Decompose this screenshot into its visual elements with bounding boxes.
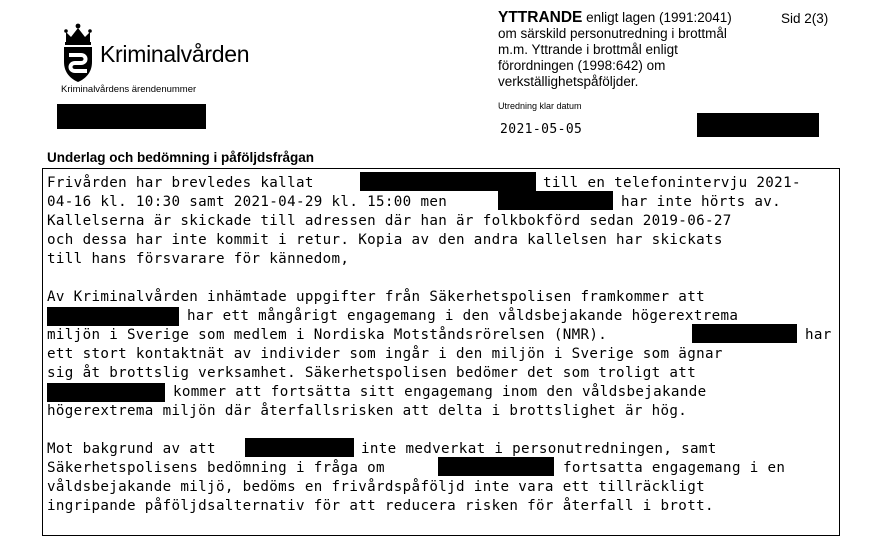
shield-icon <box>64 47 92 82</box>
crown-icon <box>64 24 92 45</box>
case-number-label: Kriminalvårdens ärendenummer <box>61 84 197 95</box>
text-line: högerextrema miljön där återfallsrisken att delta i brottslighet är hög. <box>47 403 688 419</box>
redacted-name <box>47 383 165 402</box>
document-description-line: verkställighetspåföljder. <box>498 74 639 89</box>
section-heading: Underlag och bedömning i påföljdsfrågan <box>47 150 315 165</box>
text-line: fortsatta engagemang i en <box>563 460 786 476</box>
redacted-name <box>498 191 613 210</box>
text-line: 04-16 kl. 10:30 samt 2021-04-29 kl. 15:00 men <box>47 194 448 210</box>
document-type-law: enligt lagen (1991:2041) <box>582 10 732 25</box>
redacted-name <box>438 457 554 476</box>
text-line: Kallelserna är skickade till adressen där han är folkbokförd sedan 2019-06-27 <box>47 213 732 229</box>
text-line: Av Kriminalvården inhämtade uppgifter från Säkerhetspolisen framkommer att <box>47 289 705 305</box>
document-type-title: YTTRANDE <box>498 9 583 26</box>
document-description-line: m.m. Yttrande i brottmål enligt <box>498 42 678 57</box>
text-line: ingripande påföljdsalternativ för att reducera risken för återfall i brott. <box>47 498 714 514</box>
redacted-header-field <box>697 113 819 137</box>
text-line: till hans försvarare för kännedom, <box>47 251 350 267</box>
text-line: ett stort kontaktnät av individer som ingår i den miljön i Sverige som ägnar <box>47 346 723 362</box>
date-label: Utredning klar datum <box>498 101 582 111</box>
text-line: inte medverkat i personutredningen, samt <box>361 441 717 457</box>
text-line: Mot bakgrund av att <box>47 441 216 457</box>
redacted-name <box>360 172 536 191</box>
text-line: har ett mångårigt engagemang i den våldsbejakande högerextrema <box>187 308 739 324</box>
text-line: har <box>805 327 832 343</box>
text-line: Säkerhetspolisens bedömning i fråga om <box>47 460 385 476</box>
text-line: till en telefonintervju 2021- <box>543 175 801 191</box>
text-line: kommer att fortsätta sitt engagemang inom den våldsbejakande <box>173 384 707 400</box>
text-line: våldsbejakande miljö, bedöms en frivårdspåföljd inte vara ett tillräckligt <box>47 479 705 495</box>
text-line: och dessa har inte kommit i retur. Kopia av den andra kallelsen har skickats <box>47 232 723 248</box>
redacted-name <box>47 307 179 326</box>
organization-name: Kriminalvården <box>100 41 250 67</box>
redacted-case-number <box>57 104 206 129</box>
redacted-name <box>245 438 354 457</box>
text-line: miljön i Sverige som medlem i Nordiska Motståndsrörelsen (NMR). <box>47 327 608 343</box>
text-line: har inte hörts av. <box>621 194 782 210</box>
text-line: Frivården har brevledes kallat <box>47 175 314 191</box>
document-description-line: förordningen (1998:642) om <box>498 58 666 73</box>
text-line: sig åt brottslig verksamhet. Säkerhetspolisen bedömer det som troligt att <box>47 365 697 381</box>
kriminalvarden-crest-logo <box>58 18 98 84</box>
date-value: 2021-05-05 <box>500 122 583 137</box>
document-type <box>498 10 828 26</box>
document-description-line: om särskild personutredning i brottmål <box>498 26 727 41</box>
document-header <box>498 10 828 90</box>
page-number: Sid 2(3) <box>781 11 829 26</box>
redacted-name <box>692 324 797 343</box>
